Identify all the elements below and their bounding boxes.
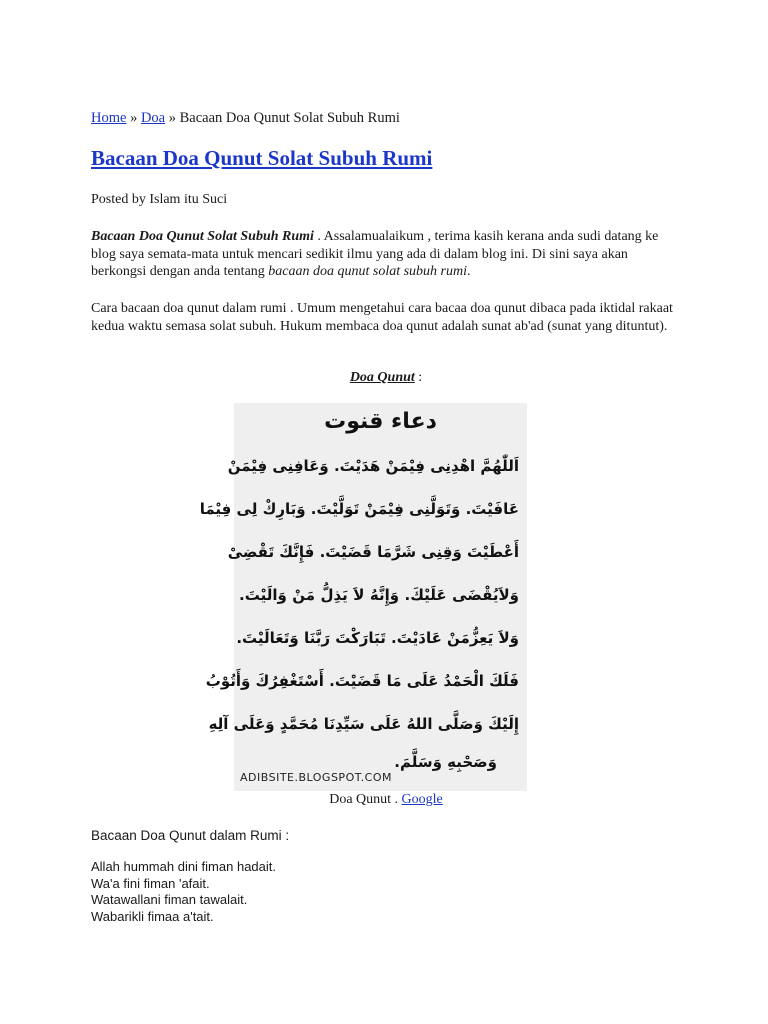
post-title [91,146,432,171]
breadcrumb-separator: » [126,110,141,126]
intro-lead: Bacaan Doa Qunut Solat Subuh Rumi [91,229,314,244]
arabic-line: وَلاَيُقْضَى عَلَيْكَ. وَإِنَّهُ لاَ يَذِلُّ مَنْ وَالَيْتَ. [239,586,519,604]
intro-emphasis: bacaan doa qunut solat subuh rumi [268,264,468,279]
explanation-paragraph: Cara bacaan doa qunut dalam rumi . Umum mengetahui cara bacaa doa qunut dibaca pada iktidal rakaat kedua waktu semasa solat subuh. Hukum membaca doa qunut adalah sunat ab'ad (sunat yang dituntut). [91,301,673,334]
intro-end: . [467,264,471,279]
image-caption [91,792,681,808]
rumi-text-list [91,859,276,925]
breadcrumb [91,110,400,127]
list-item: Wa'a fini fiman 'afait. [91,875,210,891]
caption-google-link[interactable]: Google [401,792,443,807]
doa-heading-text: Doa Qunut [349,370,415,385]
post-byline: Posted by Islam itu Suci [91,192,228,207]
rumi-heading: Bacaan Doa Qunut dalam Rumi : [91,828,290,843]
arabic-line: أَعْطَيْتَ وَقِنِى شَرَّمَا قَضَيْتَ. فَإِنَّكَ تَقْضِىْ [227,543,519,561]
breadcrumb-category-link[interactable]: Doa [140,110,166,126]
caption-text: Doa Qunut . [329,792,402,807]
image-watermark: ADIBSITE.BLOGSPOT.COM [240,771,392,784]
breadcrumb-home-link[interactable]: Home [91,110,127,126]
arabic-line: عَافَيْتَ. وَتَوَلَّنِى فِيْمَنْ تَوَلَّيْتَ. وَبَارِكْ لِى فِيْمَا [199,500,519,518]
arabic-line: وَلاَ يَعِزُّمَنْ عَادَيْتَ. تَبَارَكْتَ رَبَّنَا وَتَعَالَيْتَ. [236,629,519,647]
arabic-line: اَللّٰهُمَّ اهْدِنِى فِيْمَنْ هَدَيْتَ. وَعَافِنِى فِيْمَنْ [227,457,519,475]
list-item: Allah hummah dini fiman hadait. [91,859,276,874]
doa-qunut-image [199,403,527,791]
breadcrumb-separator: » [165,110,180,126]
arabic-line: وَصَحْبِهِ وَسَلَّمَ. [394,753,497,771]
list-item: Wabarikli fimaa a'tait. [91,908,214,924]
intro-paragraph [91,228,681,281]
list-item: Watawallani fiman tawalait. [91,892,248,907]
arabic-line: فَلَكَ الْحَمْدُ عَلَى مَا قَضَيْتَ. أَسْتَغْفِرُكَ وَأَتُوْبُ [205,672,519,690]
doa-heading [91,370,681,386]
breadcrumb-current: Bacaan Doa Qunut Solat Subuh Rumi [179,110,400,126]
intro-body: . Assalamualaikum , terima kasih kerana anda sudi datang ke blog saya semata-mata untuk mencari sedikit ilmu yang ada di dalam blog ini. Di sini saya akan berkongsi dengan anda tentang [91,229,659,279]
doa-heading-suffix: : [414,370,423,385]
arabic-title: دعاء قنوت [324,409,437,434]
arabic-line: إِلَيْكَ وَصَلَّى اللهُ عَلَى سَيِّدِنَا مُحَمَّدٍ وَعَلَى آلِهِ [208,715,519,733]
post-title-link[interactable]: Bacaan Doa Qunut Solat Subuh Rumi [91,146,433,170]
